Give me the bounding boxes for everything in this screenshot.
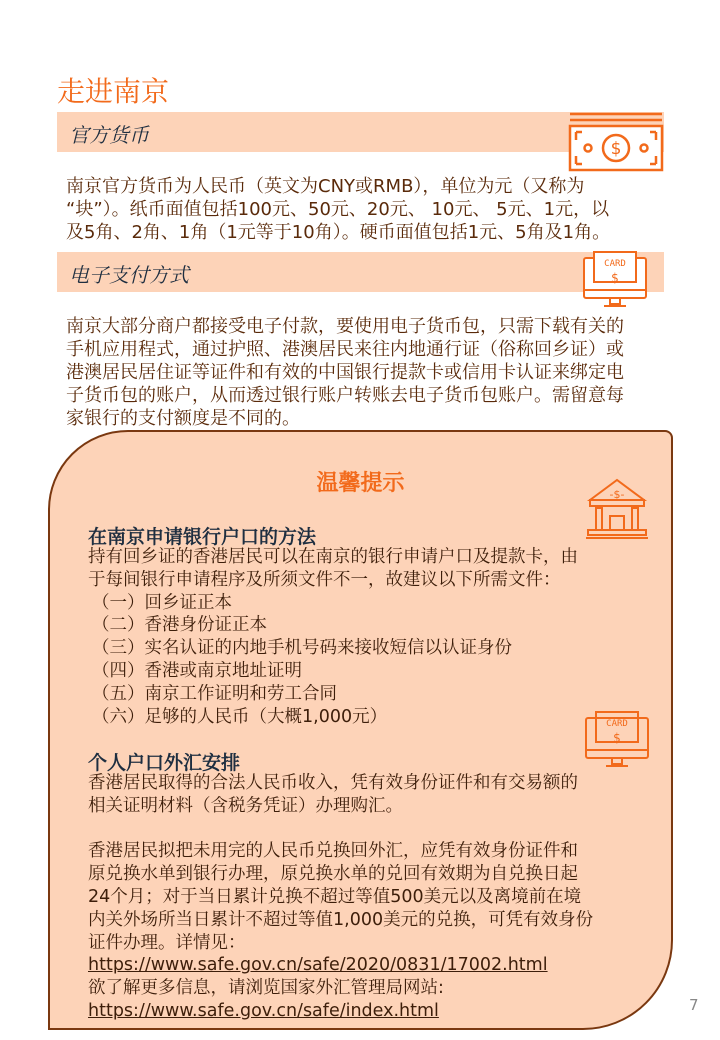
bank-heading: 在南京申请银行户口的方法 [88,526,317,548]
bank-icon [586,478,648,540]
money-bill-icon [568,112,664,172]
list-item: （六）足够的人民币（大概1,000元） [92,706,388,727]
svg-text:-$-: -$- [609,488,625,501]
text-line: 原兑换水单到银行办理，原兑换水单的兑回有效期为自兑换日起 [88,864,578,885]
text-line: 香港居民取得的合法人民币收入，凭有效身份证件和有交易额的 [88,773,578,793]
list-item: （一）回乡证正本 [92,592,232,613]
currency-heading: 官方货币 [69,123,149,147]
tips-title: 温馨提示 [316,471,405,496]
fx-heading: 个人户口外汇安排 [88,752,241,774]
text-line: 手机应用程式，通过护照、港澳居民来往内地通行证（俗称回乡证）或 [66,339,624,360]
tips-box [48,430,673,1030]
text-line: 香港居民拟把未用完的人民币兑换回外汇，应凭有效身份证件和 [88,841,578,862]
list-item: （二）香港身份证正本 [92,615,267,636]
svg-text:$: $ [613,731,621,745]
list-item: （四）香港或南京地址证明 [92,660,302,681]
text-line: 持有回乡证的香港居民可以在南京的银行申请户口及提款卡，由 [88,547,578,567]
currency-text [66,175,610,244]
epay-text [66,315,624,430]
card-terminal-icon [584,710,650,770]
text-line: 欲了解更多信息，请浏览国家外汇管理局网站: [88,978,444,999]
text-line: 家银行的支付额度是不同的。 [66,408,300,429]
text-line: 内关外场所当日累计不超过等值1,000美元的兑换，可凭有效身份 [88,909,594,930]
card-label: CARD [604,259,626,269]
safe-link-index[interactable]: https://www.safe.gov.cn/safe/index.html [88,1000,439,1021]
text-line: 证件办理。详情见： [88,932,246,953]
text-line: 南京官方货币为人民币（英文为CNY或RMB），单位为元（又称为 [66,176,585,197]
page-number: 7 [689,996,699,1014]
text-line: 相关证明材料（含税务凭证）办理购汇。 [88,795,403,816]
text-line: “块”）。纸币面值包括100元、50元、20元、 10元、 5元、1元，以 [66,199,610,220]
bank-text [88,546,578,728]
card-terminal-icon [582,250,648,310]
safe-link-17002[interactable]: https://www.safe.gov.cn/safe/2020/0831/17002.html [88,955,548,976]
text-line: 及5角、2角、1角（1元等于10角）。硬币面值包括1元、5角及1角。 [66,222,611,243]
svg-text:$: $ [610,139,622,159]
fx-text [88,772,593,1023]
epay-heading: 电子支付方式 [69,263,189,287]
card-label: CARD [606,719,628,729]
list-item: （三）实名认证的内地手机号码来接收短信以认证身份 [92,638,512,659]
svg-text:$: $ [611,271,619,285]
text-line: 子货币包的账户，从而透过银行账户转账去电子货币包账户。需留意每 [66,385,624,406]
text-line: 24个月；对于当日累计兑换不超过等值500美元以及离境前在境 [88,886,582,907]
list-item: （五）南京工作证明和劳工合同 [92,683,337,704]
text-line: 港澳居民居住证等证件和有效的中国银行提款卡或信用卡认证来绑定电 [66,362,624,383]
epay-banner [57,252,664,292]
page-title: 走进南京 [57,75,170,108]
text-line: 南京大部分商户都接受电子付款，要使用电子货币包，只需下载有关的 [66,316,624,337]
text-line: 于每间银行申请程序及所须文件不一，故建议以下所需文件： [88,569,561,590]
